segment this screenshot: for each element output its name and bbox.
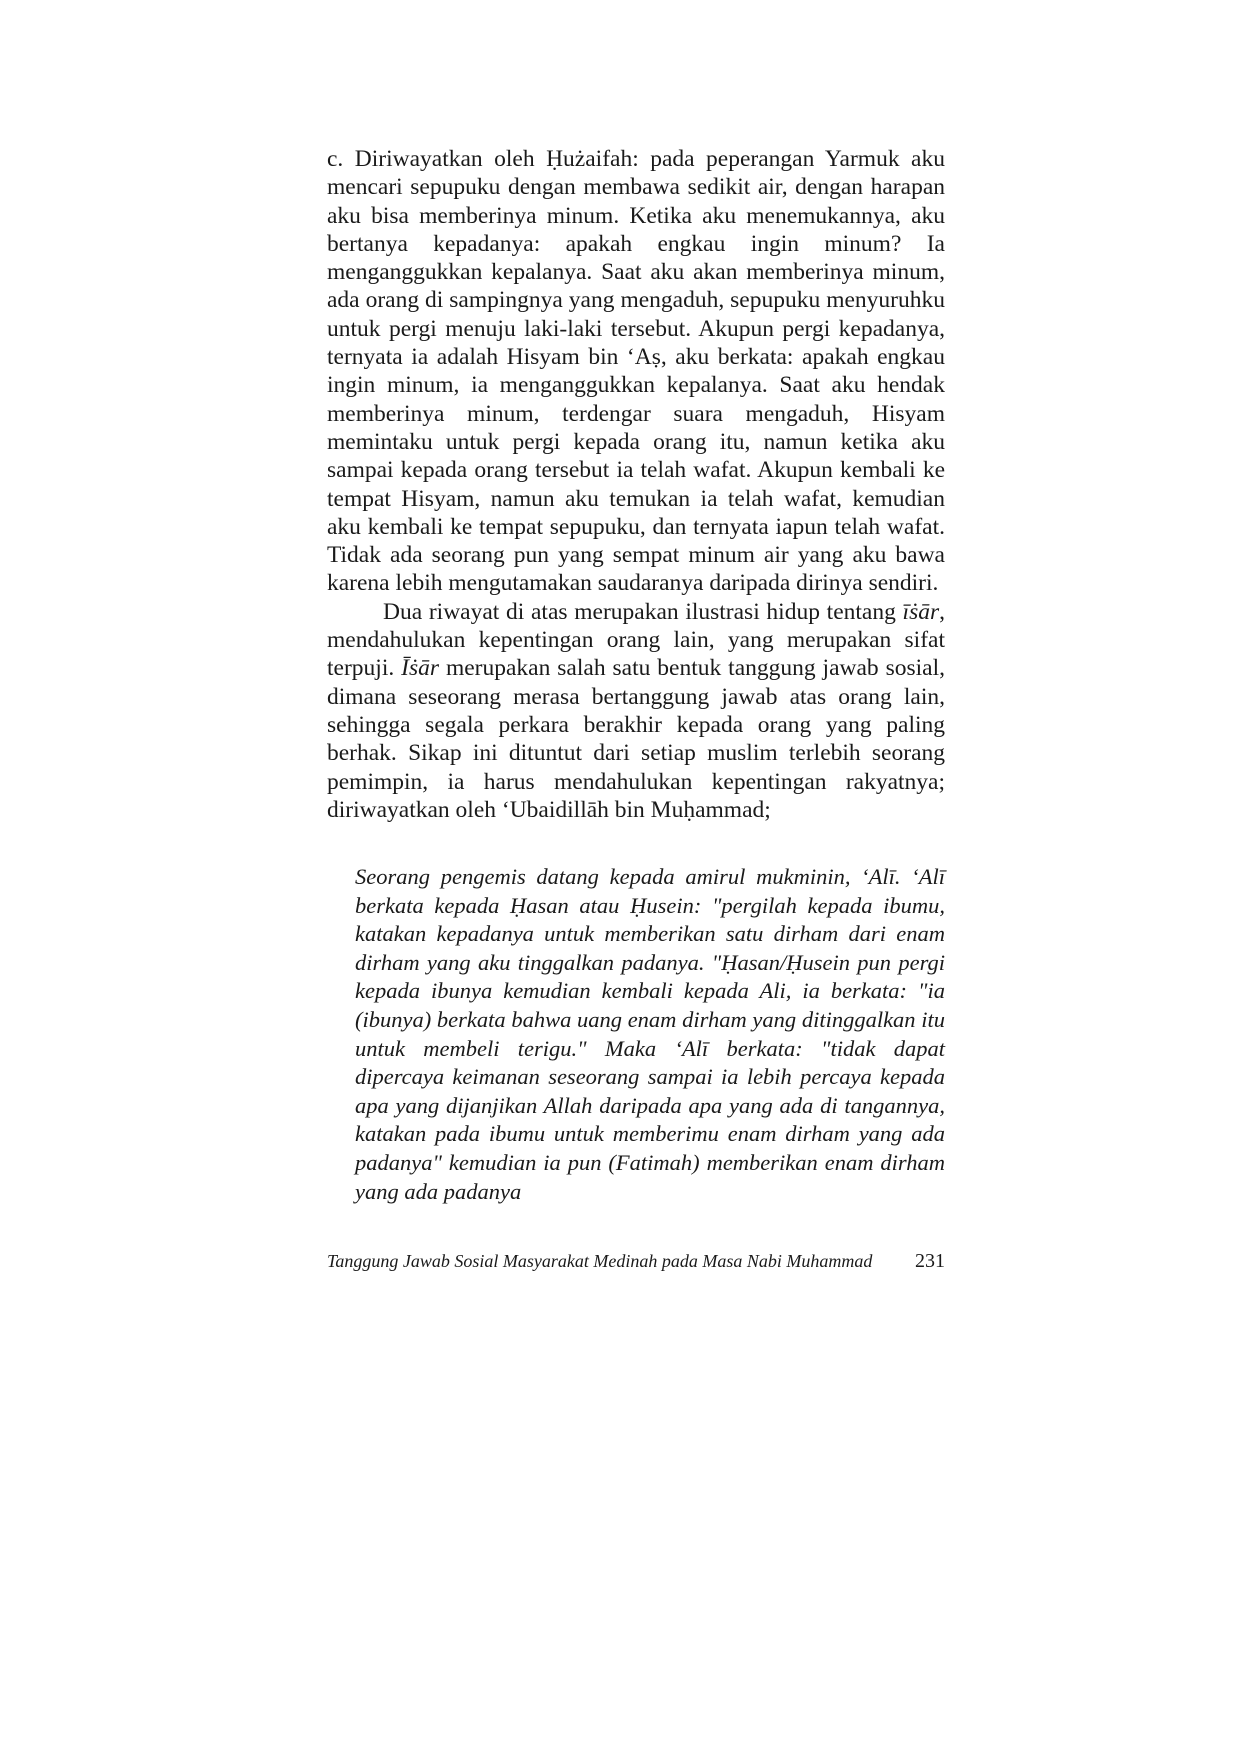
paragraph-isar-part1: Dua riwayat di atas merupakan ilustrasi hidup tentang	[383, 598, 903, 625]
paragraph-isar-part2: , mendahulukan kepentingan orang lain, yang merupakan sifat terpuji.	[327, 598, 945, 682]
block-quote	[355, 863, 945, 1206]
term-isar-2: Īṡār	[401, 655, 440, 682]
quote-text: Seorang pengemis datang kepada amirul mukminin, ‘Alī. ‘Alī berkata kepada Ḥasan atau Ḥusein: "pergilah kepada ibumu, katakan kepadanya untuk memberikan satu dirham dari enam dirham yang aku tinggalkan padanya. "Ḥasan/Ḥusein pun pergi kepada ibunya kemudian kembali kepada Ali, ia berkata: "ia (ibunya) berkata bahwa uang enam dirham yang ditinggalkan itu untuk membeli terigu." Maka ‘Alī berkata: "tidak dapat dipercaya keimanan seseorang sampai ia lebih percaya kepada apa yang dijanjikan Allah daripada apa yang ada di tangannya, katakan pada ibumu untuk memberimu enam dirham yang ada padanya" kemudian ia pun (Fatimah) memberikan enam dirham yang ada padanya	[355, 864, 945, 1204]
paragraph-c: c. Diriwayatkan oleh Ḥużaifah: pada peperangan Yarmuk aku mencari sepupuku dengan membawa sedikit air, dengan harapan aku bisa memberinya minum. Ketika aku menemukannya, aku bertanya kepadanya: apakah engkau ingin minum? Ia menganggukkan kepalanya. Saat aku akan memberinya minum, ada orang di sampingnya yang mengaduh, sepupuku menyuruhku untuk pergi menuju laki-laki tersebut. Akupun pergi kepadanya, ternyata ia adalah Hisyam bin ‘Aṣ, aku berkata: apakah engkau ingin minum, ia menganggukkan kepalanya. Saat aku hendak memberinya minum, terdengar suara mengaduh, Hisyam memintaku untuk pergi kepada orang itu, namun ketika aku sampai kepada orang tersebut ia telah wafat. Akupun kembali ke tempat Hisyam, namun aku temukan ia telah wafat, kemudian aku kembali ke tempat sepupuku, dan ternyata iapun telah wafat. Tidak ada seorang pun yang sempat minum air yang aku bawa karena lebih mengutamakan saudaranya daripada dirinya sendiri.	[327, 146, 945, 597]
page-number: 231	[915, 1250, 945, 1272]
paragraph-isar	[327, 598, 945, 824]
term-isar-1: īṡār	[902, 598, 940, 625]
main-text	[327, 145, 945, 824]
page-footer	[327, 1250, 945, 1273]
running-title: Tanggung Jawab Sosial Masyarakat Medinah pada Masa Nabi Muhammad	[327, 1251, 873, 1271]
paragraph-isar-part3: merupakan salah satu bentuk tanggung jawab sosial, dimana seseorang merasa bertanggung jawab atas orang lain, sehingga segala perkara berakhir kepada orang yang paling berhak. Sikap ini dituntut dari setiap muslim terlebih seorang pemimpin, ia harus mendahulukan kepentingan rakyatnya; diriwayatkan oleh ‘Ubaidillāh bin Muḥammad;	[327, 655, 945, 823]
